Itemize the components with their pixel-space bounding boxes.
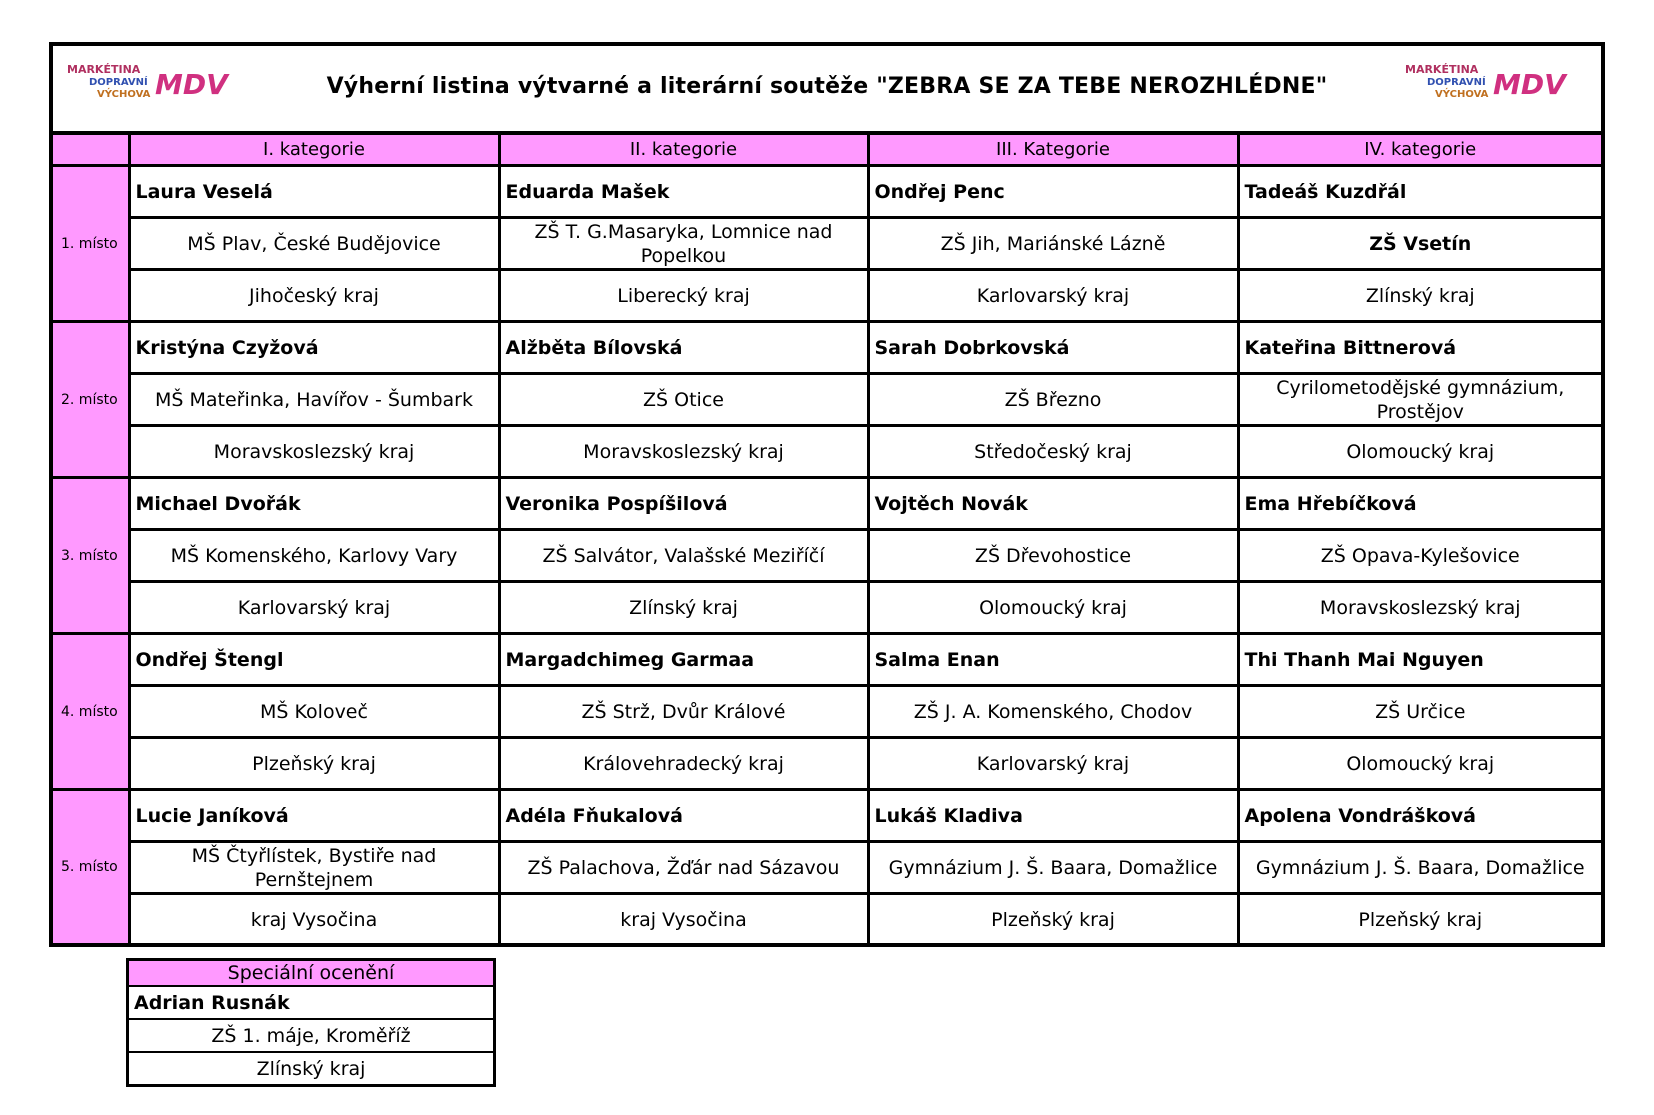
svg-text:MDV: MDV (1493, 68, 1566, 101)
winner-region: Královehradecký kraj (499, 738, 868, 790)
category-header: II. kategorie (499, 134, 868, 166)
winner-school: ZŠ Březno (868, 374, 1238, 426)
table-row (53, 270, 1601, 322)
winner-region: Jihočeský kraj (129, 270, 499, 322)
winner-region: Moravskoslezský kraj (1238, 582, 1601, 634)
winner-region: Liberecký kraj (499, 270, 868, 322)
table-row (53, 322, 1601, 374)
special-award-header: Speciální ocenění (128, 960, 495, 987)
winner-region: Zlínský kraj (1238, 270, 1601, 322)
winner-school: ZŠ Vsetín (1238, 218, 1601, 270)
winner-region: kraj Vysočina (499, 894, 868, 945)
winner-school: ZŠ Jih, Mariánské Lázně (868, 218, 1238, 270)
svg-text:VÝCHOVA: VÝCHOVA (97, 89, 151, 100)
place-label: 1. místo (53, 166, 129, 322)
category-header: IV. kategorie (1238, 134, 1601, 166)
place-label: 2. místo (53, 322, 129, 478)
winner-region: Karlovarský kraj (129, 582, 499, 634)
winner-school: ZŠ Strž, Dvůr Králové (499, 686, 868, 738)
winner-school: ZŠ Salvátor, Valašské Meziříčí (499, 530, 868, 582)
winner-name: Salma Enan (868, 634, 1238, 686)
table-row (53, 790, 1601, 842)
special-award-name: Adrian Rusnák (128, 986, 495, 1019)
winner-name: Michael Dvořák (129, 478, 499, 530)
winner-region: Karlovarský kraj (868, 738, 1238, 790)
winner-school: ZŠ Určice (1238, 686, 1601, 738)
svg-text:VÝCHOVA: VÝCHOVA (1435, 89, 1489, 100)
winner-name: Margadchimeg Garmaa (499, 634, 868, 686)
winner-school: Gymnázium J. Š. Baara, Domažlice (1238, 842, 1601, 894)
special-award-region: Zlínský kraj (128, 1052, 495, 1086)
winner-region: Plzeňský kraj (1238, 894, 1601, 945)
winner-name: Vojtěch Novák (868, 478, 1238, 530)
winner-school: ZŠ T. G.Masaryka, Lomnice nad Popelkou (499, 218, 868, 270)
winner-school: MŠ Plav, České Budějovice (129, 218, 499, 270)
svg-text:MDV: MDV (155, 68, 228, 101)
winner-school: Cyrilometodějské gymnázium, Prostějov (1238, 374, 1601, 426)
winner-region: Karlovarský kraj (868, 270, 1238, 322)
table-row (53, 738, 1601, 790)
special-award-school: ZŠ 1. máje, Kroměříž (128, 1019, 495, 1052)
winner-region: kraj Vysočina (129, 894, 499, 945)
winner-name: Thi Thanh Mai Nguyen (1238, 634, 1601, 686)
winner-name: Ema Hřebíčková (1238, 478, 1601, 530)
winner-name: Kateřina Bittnerová (1238, 322, 1601, 374)
table-row (53, 842, 1601, 894)
winner-region: Olomoucký kraj (1238, 738, 1601, 790)
special-award-table (126, 958, 496, 1087)
table-row (53, 634, 1601, 686)
table-row (53, 686, 1601, 738)
winner-school: MŠ Mateřinka, Havířov - Šumbark (129, 374, 499, 426)
winner-name: Laura Veselá (129, 166, 499, 218)
winner-school: ZŠ Palachova, Žďár nad Sázavou (499, 842, 868, 894)
winner-school: ZŠ Dřevohostice (868, 530, 1238, 582)
table-row (53, 478, 1601, 530)
winner-school: Gymnázium J. Š. Baara, Domažlice (868, 842, 1238, 894)
winner-name: Eduarda Mašek (499, 166, 868, 218)
svg-text:DOPRAVNÍ: DOPRAVNÍ (89, 77, 148, 88)
winner-name: Lukáš Kladiva (868, 790, 1238, 842)
table-row (53, 894, 1601, 945)
winner-name: Apolena Vondrášková (1238, 790, 1601, 842)
winner-name: Alžběta Bílovská (499, 322, 868, 374)
svg-text:MARKÉTINA: MARKÉTINA (1405, 63, 1479, 76)
winner-school: ZŠ J. A. Komenského, Chodov (868, 686, 1238, 738)
category-header: III. Kategorie (868, 134, 1238, 166)
results-sheet (49, 42, 1605, 947)
winner-name: Sarah Dobrkovská (868, 322, 1238, 374)
category-header: I. kategorie (129, 134, 499, 166)
winner-region: Olomoucký kraj (868, 582, 1238, 634)
winner-school: ZŠ Opava-Kylešovice (1238, 530, 1601, 582)
winner-school: MŠ Čtyřlístek, Bystiře nad Pernštejnem (129, 842, 499, 894)
winner-school: ZŠ Otice (499, 374, 868, 426)
winner-region: Olomoucký kraj (1238, 426, 1601, 478)
winner-name: Lucie Janíková (129, 790, 499, 842)
page-title: Výherní listina výtvarné a literární soutěže "ZEBRA SE ZA TEBE NEROZHLÉDNE" (326, 74, 1328, 99)
category-header-row (53, 134, 1601, 166)
winner-name: Adéla Fňukalová (499, 790, 868, 842)
winner-name: Ondřej Penc (868, 166, 1238, 218)
winner-school: MŠ Koloveč (129, 686, 499, 738)
winner-region: Plzeňský kraj (868, 894, 1238, 945)
winner-name: Ondřej Štengl (129, 634, 499, 686)
winner-region: Moravskoslezský kraj (499, 426, 868, 478)
winner-region: Moravskoslezský kraj (129, 426, 499, 478)
table-row (53, 166, 1601, 218)
winner-name: Kristýna Czyžová (129, 322, 499, 374)
corner-cell (53, 134, 129, 166)
place-label: 5. místo (53, 790, 129, 945)
table-row (53, 582, 1601, 634)
winner-region: Středočeský kraj (868, 426, 1238, 478)
winner-name: Veronika Pospíšilová (499, 478, 868, 530)
table-row (53, 530, 1601, 582)
svg-text:MARKÉTINA: MARKÉTINA (67, 63, 141, 76)
table-row (53, 426, 1601, 478)
results-table (53, 132, 1601, 946)
winner-region: Zlínský kraj (499, 582, 868, 634)
winner-name: Tadeáš Kuzdřál (1238, 166, 1601, 218)
mdv-logo (1401, 60, 1571, 106)
header (53, 46, 1601, 134)
winner-school: MŠ Komenského, Karlovy Vary (129, 530, 499, 582)
place-label: 3. místo (53, 478, 129, 634)
winner-region: Plzeňský kraj (129, 738, 499, 790)
table-row (53, 218, 1601, 270)
table-row (53, 374, 1601, 426)
svg-text:DOPRAVNÍ: DOPRAVNÍ (1427, 77, 1486, 88)
place-label: 4. místo (53, 634, 129, 790)
